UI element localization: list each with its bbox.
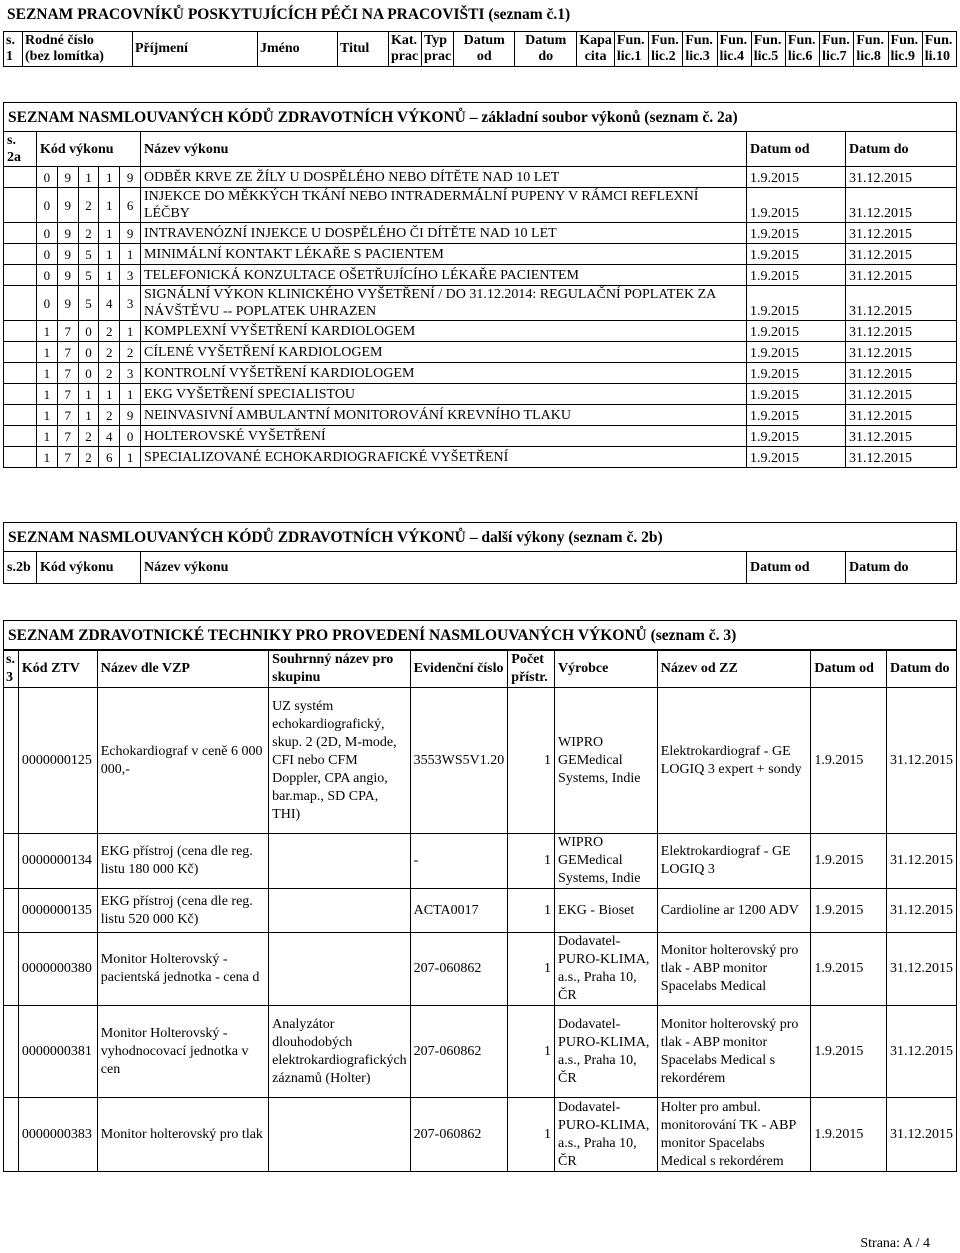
code-digit: 1 [99, 188, 120, 223]
vzp-name: Monitor Holterovský - pacientská jednotka - cena d [97, 933, 268, 1006]
row-index [4, 889, 19, 933]
code-digit: 3 [120, 286, 141, 321]
manufacturer: WIPRO GEMedical Systems, Indie [555, 834, 658, 889]
device-name: Cardioline ar 1200 ADV [657, 889, 811, 933]
code-digit: 2 [99, 342, 120, 363]
code-digit: 2 [99, 363, 120, 384]
code-digit: 1 [99, 223, 120, 244]
code-digit: 1 [37, 363, 58, 384]
date-from: 1.9.2015 [811, 834, 887, 889]
col-header: Datum do [846, 552, 957, 584]
code-digit: 0 [78, 342, 99, 363]
procedure-name: NEINVASIVNÍ AMBULANTNÍ MONITOROVÁNÍ KREVNÍHO TLAKU [141, 405, 747, 426]
group-name [269, 933, 411, 1006]
code-digit: 6 [99, 447, 120, 468]
ztv-code: 0000000125 [18, 688, 97, 834]
group-name [269, 834, 411, 889]
row-index [4, 1098, 19, 1172]
procedure-name: ODBĚR KRVE ZE ŽÍLY U DOSPĚLÉHO NEBO DÍTĚTE NAD 10 LET [141, 167, 747, 188]
date-from: 1.9.2015 [747, 426, 846, 447]
code-digit: 2 [120, 342, 141, 363]
code-digit: 1 [120, 384, 141, 405]
col-header: Datum do [887, 651, 957, 688]
col-header: Kód ZTV [18, 651, 97, 688]
code-digit: 9 [57, 223, 78, 244]
date-from: 1.9.2015 [747, 223, 846, 244]
procedure-name: INTRAVENÓZNÍ INJEKCE U DOSPĚLÉHO ČI DÍTĚTE NAD 10 LET [141, 223, 747, 244]
code-digit: 5 [78, 265, 99, 286]
procedure-name: KONTROLNÍ VYŠETŘENÍ KARDIOLOGEM [141, 363, 747, 384]
date-to: 31.12.2015 [846, 223, 957, 244]
device-count: 1 [508, 889, 555, 933]
device-count: 1 [508, 1006, 555, 1098]
code-digit: 3 [120, 363, 141, 384]
code-digit: 2 [99, 405, 120, 426]
code-digit: 1 [120, 447, 141, 468]
code-digit: 0 [37, 244, 58, 265]
code-digit: 0 [37, 188, 58, 223]
code-digit: 6 [120, 188, 141, 223]
table-row [4, 167, 957, 188]
date-to: 31.12.2015 [887, 1006, 957, 1098]
table-row [4, 1098, 957, 1172]
manufacturer: Dodavatel-PURO-KLIMA, a.s., Praha 10, ČR [555, 1006, 658, 1098]
manufacturer: Dodavatel-PURO-KLIMA, a.s., Praha 10, ČR [555, 1098, 658, 1172]
table-row [4, 223, 957, 244]
date-from: 1.9.2015 [811, 889, 887, 933]
procedure-name: CÍLENÉ VYŠETŘENÍ KARDIOLOGEM [141, 342, 747, 363]
date-to: 31.12.2015 [846, 363, 957, 384]
code-digit: 2 [78, 447, 99, 468]
ztv-code: 0000000380 [18, 933, 97, 1006]
date-to: 31.12.2015 [846, 405, 957, 426]
procedure-name: HOLTEROVSKÉ VYŠETŘENÍ [141, 426, 747, 447]
col-header: Fun. lic.8 [854, 32, 888, 67]
table-row [4, 1006, 957, 1098]
device-count: 1 [508, 933, 555, 1006]
col-header: Název od ZZ [657, 651, 811, 688]
row-index [4, 363, 37, 384]
date-from: 1.9.2015 [747, 342, 846, 363]
col-header: Datum od [747, 552, 846, 584]
code-digit: 7 [57, 447, 78, 468]
procedure-name: SIGNÁLNÍ VÝKON KLINICKÉHO VYŠETŘENÍ / DO 31.12.2014: REGULAČNÍ POPLATEK ZA NÁVŠTĚVU -- POPLATEK UHRAZEN [141, 286, 747, 321]
code-digit: 4 [99, 426, 120, 447]
code-digit: 1 [37, 405, 58, 426]
col-header: Kat. prac [389, 32, 422, 67]
col-header: Fun. lic.4 [717, 32, 751, 67]
date-from: 1.9.2015 [747, 363, 846, 384]
date-from: 1.9.2015 [811, 933, 887, 1006]
group-name: Analyzátor dlouhodobých elektrokardiografických záznamů (Holter) [269, 1006, 411, 1098]
code-digit: 9 [57, 188, 78, 223]
date-to: 31.12.2015 [846, 426, 957, 447]
ztv-code: 0000000381 [18, 1006, 97, 1098]
code-digit: 1 [99, 384, 120, 405]
vzp-name: EKG přístroj (cena dle reg. listu 520 000 Kč) [97, 889, 268, 933]
date-from: 1.9.2015 [747, 384, 846, 405]
code-digit: 5 [78, 244, 99, 265]
table-row [4, 933, 957, 1006]
date-from: 1.9.2015 [747, 167, 846, 188]
date-to: 31.12.2015 [846, 286, 957, 321]
date-to: 31.12.2015 [846, 321, 957, 342]
date-to: 31.12.2015 [887, 688, 957, 834]
row-index [4, 321, 37, 342]
col-header: Příjmení [133, 32, 258, 67]
group-name: UZ systém echokardiografický, skup. 2 (2D, M-mode, CFI nebo CFM Doppler, CPA angio, bar.map., SD CPA, THI) [269, 688, 411, 834]
col-header: Datum do [515, 32, 577, 67]
code-digit: 1 [120, 244, 141, 265]
date-to: 31.12.2015 [887, 889, 957, 933]
ztv-code: 0000000134 [18, 834, 97, 889]
device-name: Monitor holterovský pro tlak - ABP monitor Spacelabs Medical [657, 933, 811, 1006]
col-header: Fun. lic.5 [751, 32, 785, 67]
code-digit: 7 [57, 384, 78, 405]
date-from: 1.9.2015 [747, 447, 846, 468]
code-digit: 1 [78, 405, 99, 426]
manufacturer: EKG - Bioset [555, 889, 658, 933]
device-name: Monitor holterovský pro tlak - ABP monitor Spacelabs Medical s rekordérem [657, 1006, 811, 1098]
code-digit: 1 [37, 447, 58, 468]
manufacturer: WIPRO GEMedical Systems, Indie [555, 688, 658, 834]
code-digit: 7 [57, 363, 78, 384]
date-to: 31.12.2015 [846, 167, 957, 188]
date-from: 1.9.2015 [747, 321, 846, 342]
date-to: 31.12.2015 [846, 447, 957, 468]
group-name [269, 1098, 411, 1172]
evidence-number: 207-060862 [410, 933, 508, 1006]
col-header: Fun. lic.3 [683, 32, 717, 67]
col-header: Název výkonu [141, 552, 747, 584]
procedure-name: EKG VYŠETŘENÍ SPECIALISTOU [141, 384, 747, 405]
row-index [4, 265, 37, 286]
evidence-number: ACTA0017 [410, 889, 508, 933]
other-procedures-table [3, 551, 957, 584]
device-name: Elektrokardiograf - GE LOGIQ 3 expert + sondy [657, 688, 811, 834]
row-index [4, 244, 37, 265]
table-row [4, 363, 957, 384]
device-count: 1 [508, 1098, 555, 1172]
date-from: 1.9.2015 [811, 1006, 887, 1098]
code-digit: 7 [57, 426, 78, 447]
table-row [4, 321, 957, 342]
col-header: Fun. lic.7 [820, 32, 854, 67]
code-digit: 9 [57, 167, 78, 188]
code-digit: 1 [37, 426, 58, 447]
manufacturer: Dodavatel-PURO-KLIMA, a.s., Praha 10, ČR [555, 933, 658, 1006]
code-digit: 1 [37, 321, 58, 342]
col-header: Název dle VZP [97, 651, 268, 688]
group-name [269, 889, 411, 933]
code-digit: 1 [120, 321, 141, 342]
row-index [4, 167, 37, 188]
evidence-number: 207-060862 [410, 1098, 508, 1172]
col-header: Datum od [454, 32, 515, 67]
section-1-title: SEZNAM PRACOVNÍKŮ POSKYTUJÍCÍCH PÉČI NA PRACOVIŠTI (seznam č.1) [7, 6, 571, 23]
row-index [4, 933, 19, 1006]
code-digit: 1 [37, 342, 58, 363]
code-digit: 4 [99, 286, 120, 321]
code-digit: 0 [78, 363, 99, 384]
table-row [4, 426, 957, 447]
code-digit: 7 [57, 342, 78, 363]
code-digit: 1 [78, 167, 99, 188]
code-digit: 1 [99, 265, 120, 286]
col-header: Kód výkonu [37, 132, 141, 167]
device-count: 1 [508, 834, 555, 889]
date-from: 1.9.2015 [747, 188, 846, 223]
date-from: 1.9.2015 [747, 265, 846, 286]
col-header: Titul [338, 32, 389, 67]
table-row [4, 834, 957, 889]
procedure-name: MINIMÁLNÍ KONTAKT LÉKAŘE S PACIENTEM [141, 244, 747, 265]
table-row [4, 405, 957, 426]
code-digit: 0 [120, 426, 141, 447]
table-row [4, 889, 957, 933]
procedure-name: KOMPLEXNÍ VYŠETŘENÍ KARDIOLOGEM [141, 321, 747, 342]
procedure-name: INJEKCE DO MĚKKÝCH TKÁNÍ NEBO INTRADERMÁLNÍ PUPENY V RÁMCI REFLEXNÍ LÉČBY [141, 188, 747, 223]
row-index [4, 688, 19, 834]
date-to: 31.12.2015 [887, 933, 957, 1006]
row-index [4, 286, 37, 321]
staff-table [3, 31, 957, 67]
table-row [4, 286, 957, 321]
code-digit: 0 [37, 167, 58, 188]
evidence-number: 3553WS5V1.20 [410, 688, 508, 834]
ztv-code: 0000000383 [18, 1098, 97, 1172]
evidence-number: - [410, 834, 508, 889]
table-row [4, 688, 957, 834]
code-digit: 9 [120, 167, 141, 188]
code-digit: 7 [57, 405, 78, 426]
section-2a-title: SEZNAM NASMLOUVANÝCH KÓDŮ ZDRAVOTNÍCH VÝKONŮ – základní soubor výkonů (seznam č. 2a) [3, 102, 957, 132]
evidence-number: 207-060862 [410, 1006, 508, 1098]
date-to: 31.12.2015 [846, 265, 957, 286]
vzp-name: Echokardiograf v ceně 6 000 000,- [97, 688, 268, 834]
date-from: 1.9.2015 [747, 244, 846, 265]
col-header: Fun. lic.9 [888, 32, 922, 67]
col-header: Typ prac [422, 32, 454, 67]
col-header: s. 3 [4, 651, 19, 688]
date-from: 1.9.2015 [747, 405, 846, 426]
col-header: s. 2a [4, 132, 37, 167]
procedures-table [3, 131, 957, 468]
code-digit: 0 [78, 321, 99, 342]
code-digit: 1 [99, 167, 120, 188]
device-name: Holter pro ambul. monitorování TK - ABP monitor Spacelabs Medical s rekordérem [657, 1098, 811, 1172]
row-index [4, 426, 37, 447]
date-from: 1.9.2015 [747, 286, 846, 321]
col-header: Fun. lic.6 [785, 32, 819, 67]
date-to: 31.12.2015 [846, 342, 957, 363]
date-from: 1.9.2015 [811, 688, 887, 834]
col-header: Název výkonu [141, 132, 747, 167]
table-row [4, 188, 957, 223]
code-digit: 2 [78, 188, 99, 223]
date-to: 31.12.2015 [846, 244, 957, 265]
row-index [4, 342, 37, 363]
section-3-title: SEZNAM ZDRAVOTNICKÉ TECHNIKY PRO PROVEDENÍ NASMLOUVANÝCH VÝKONŮ (seznam č. 3) [3, 620, 957, 650]
code-digit: 3 [120, 265, 141, 286]
row-index [4, 223, 37, 244]
date-from: 1.9.2015 [811, 1098, 887, 1172]
col-header: Kód výkonu [37, 552, 141, 584]
code-digit: 9 [57, 244, 78, 265]
device-count: 1 [508, 688, 555, 834]
table-row [4, 265, 957, 286]
date-to: 31.12.2015 [887, 1098, 957, 1172]
vzp-name: Monitor Holterovský - vyhodnocovací jednotka v cen [97, 1006, 268, 1098]
date-to: 31.12.2015 [846, 384, 957, 405]
code-digit: 9 [120, 223, 141, 244]
col-header: Fun. lic.1 [614, 32, 648, 67]
ztv-code: 0000000135 [18, 889, 97, 933]
row-index [4, 188, 37, 223]
row-index [4, 447, 37, 468]
row-index [4, 405, 37, 426]
code-digit: 5 [78, 286, 99, 321]
col-header: s.2b [4, 552, 37, 584]
code-digit: 2 [99, 321, 120, 342]
code-digit: 7 [57, 321, 78, 342]
table-row [4, 342, 957, 363]
col-header: Rodné číslo (bez lomítka) [23, 32, 133, 67]
code-digit: 0 [37, 265, 58, 286]
vzp-name: Monitor holterovský pro tlak [97, 1098, 268, 1172]
code-digit: 9 [57, 265, 78, 286]
col-header: Evidenční číslo [410, 651, 508, 688]
code-digit: 1 [78, 384, 99, 405]
date-to: 31.12.2015 [887, 834, 957, 889]
col-header: Souhrnný název pro skupinu [269, 651, 411, 688]
row-index [4, 1006, 19, 1098]
row-index [4, 834, 19, 889]
table-row [4, 447, 957, 468]
col-header: Výrobce [555, 651, 658, 688]
col-header: s. 1 [4, 32, 23, 67]
table-row [4, 384, 957, 405]
vzp-name: EKG přístroj (cena dle reg. listu 180 000 Kč) [97, 834, 268, 889]
page-number: Strana: A / 4 [860, 1236, 930, 1251]
procedure-name: TELEFONICKÁ KONZULTACE OŠETŘUJÍCÍHO LÉKAŘE PACIENTEM [141, 265, 747, 286]
code-digit: 0 [37, 286, 58, 321]
col-header: Fun. lic.2 [649, 32, 683, 67]
code-digit: 9 [57, 286, 78, 321]
code-digit: 0 [37, 223, 58, 244]
section-2b-title: SEZNAM NASMLOUVANÝCH KÓDŮ ZDRAVOTNÍCH VÝKONŮ – další výkony (seznam č. 2b) [3, 522, 957, 552]
col-header: Datum do [846, 132, 957, 167]
code-digit: 9 [120, 405, 141, 426]
col-header: Fun. li.10 [922, 32, 956, 67]
code-digit: 1 [37, 384, 58, 405]
table-row [4, 244, 957, 265]
col-header: Jméno [258, 32, 338, 67]
code-digit: 1 [99, 244, 120, 265]
code-digit: 2 [78, 426, 99, 447]
col-header: Kapa cita [577, 32, 615, 67]
device-name: Elektrokardiograf - GE LOGIQ 3 [657, 834, 811, 889]
col-header: Počet přístr. [508, 651, 555, 688]
code-digit: 2 [78, 223, 99, 244]
procedure-name: SPECIALIZOVANÉ ECHOKARDIOGRAFICKÉ VYŠETŘENÍ [141, 447, 747, 468]
col-header: Datum od [811, 651, 887, 688]
col-header: Datum od [747, 132, 846, 167]
date-to: 31.12.2015 [846, 188, 957, 223]
equipment-table [3, 650, 957, 1172]
row-index [4, 384, 37, 405]
